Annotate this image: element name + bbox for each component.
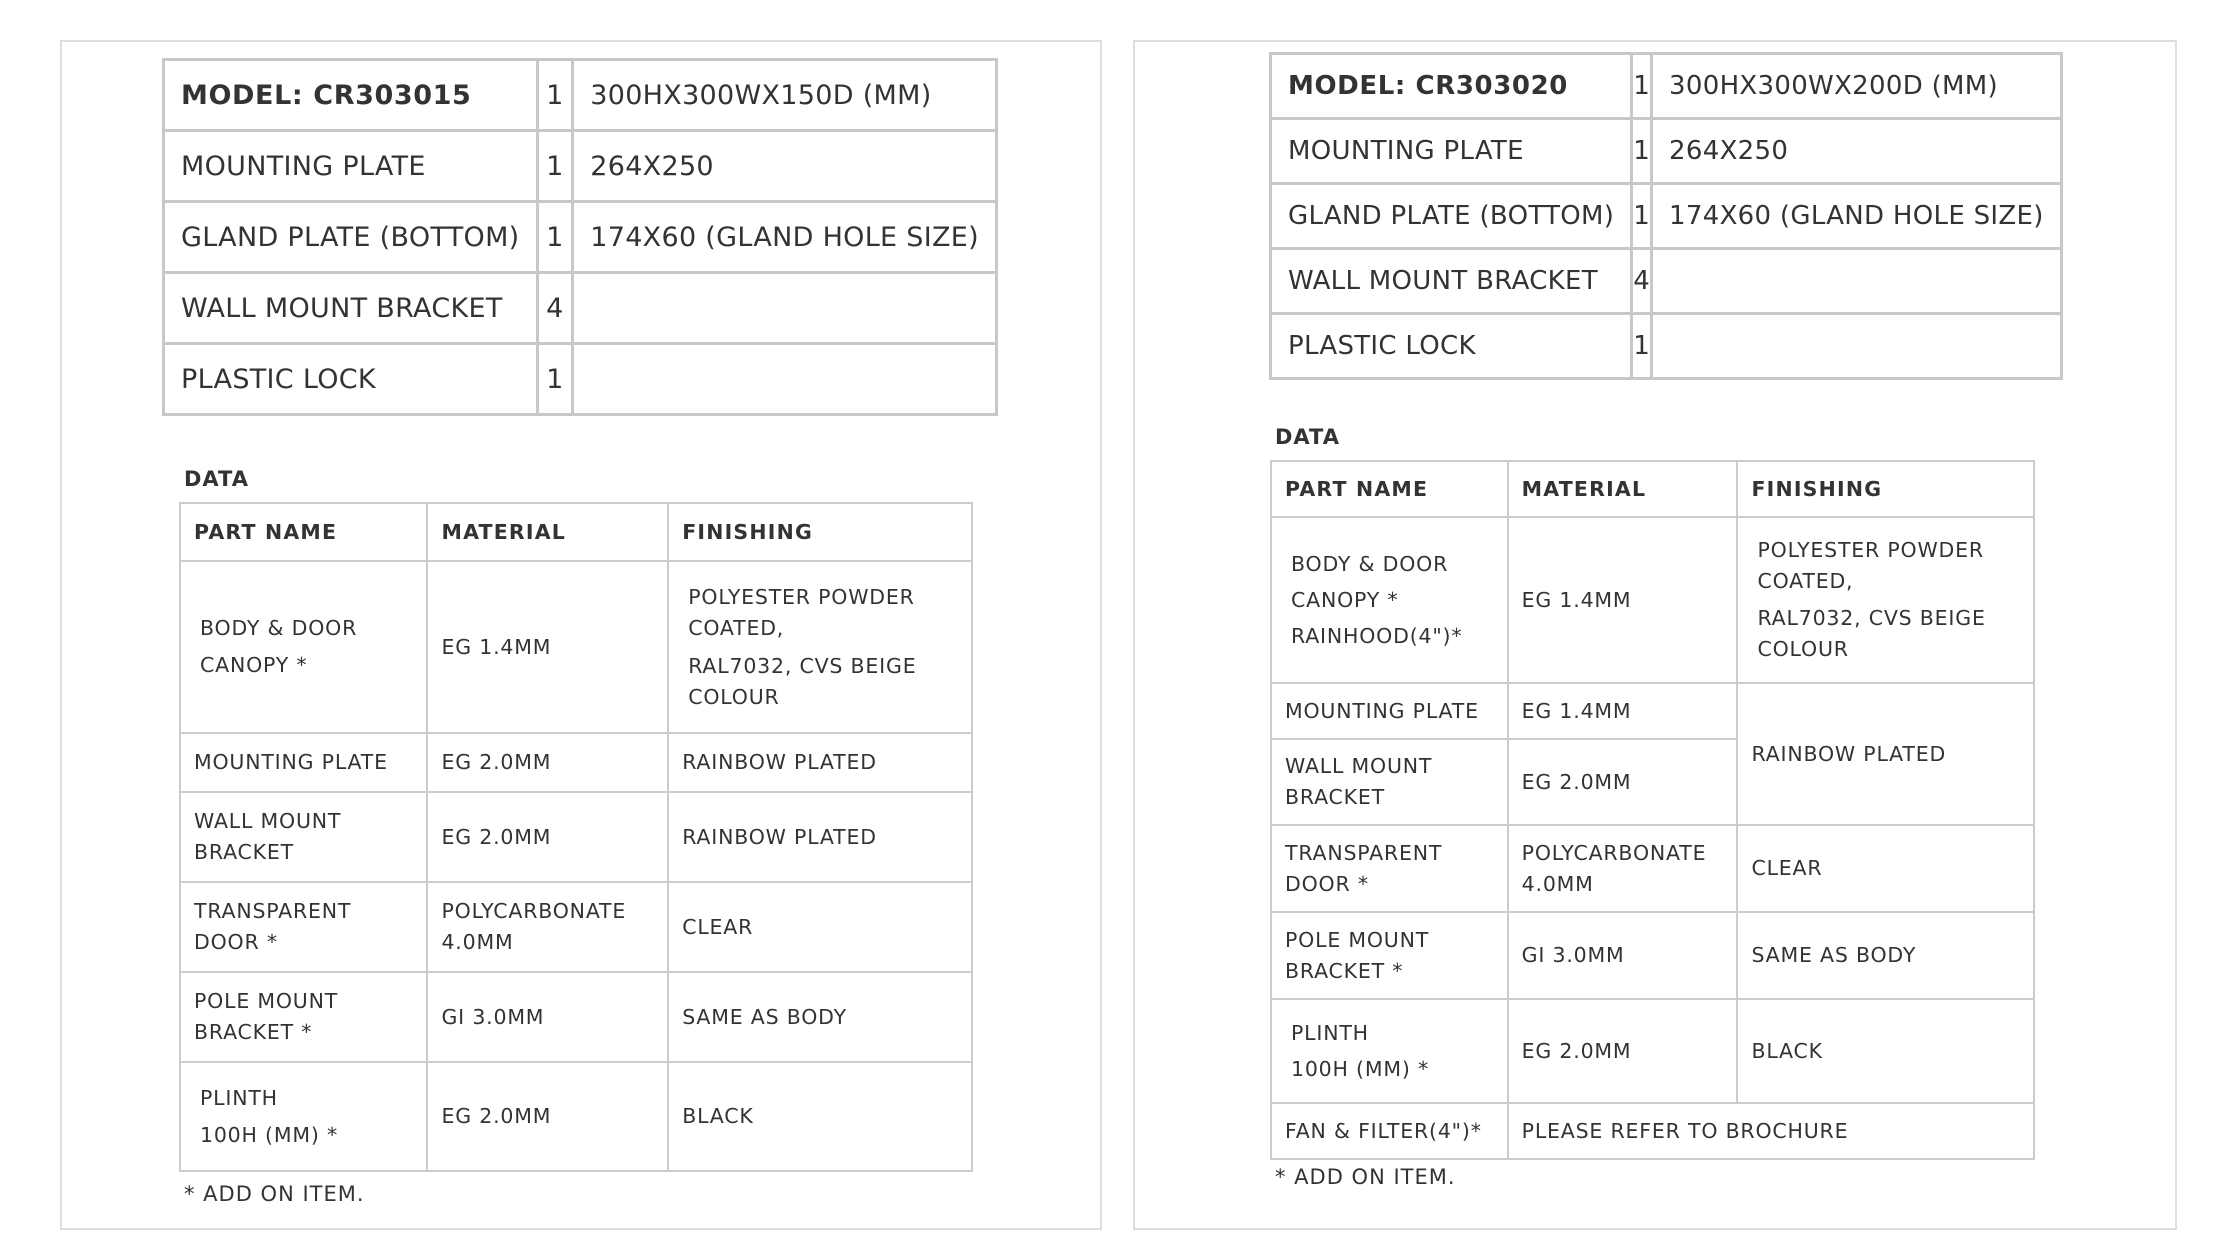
material-cell — [1508, 683, 1738, 739]
cell-line: DOOR * — [194, 930, 278, 954]
cell-line: 100H (MM) * — [200, 1122, 338, 1147]
item-cell: PLASTIC LOCK — [164, 344, 538, 415]
table-row — [180, 1062, 972, 1171]
data-heading: DATA — [184, 467, 250, 491]
cell-line: WALL MOUNT — [194, 809, 342, 833]
cell-line: EG 1.4MM — [1521, 587, 1632, 612]
table-row — [180, 561, 972, 733]
dimension-cell: 174X60 (GLAND HOLE SIZE) — [1652, 184, 2062, 249]
cell-line: MOUNTING PLATE — [194, 750, 388, 774]
part-name-cell — [1271, 912, 1508, 999]
part-name-cell — [180, 1062, 427, 1171]
spec-panel-left — [60, 40, 1102, 1230]
cell-line: POLYESTER POWDER — [1757, 538, 1984, 562]
dimension-cell — [1652, 314, 2062, 379]
part-name-cell — [180, 972, 427, 1062]
header-finishing: FINISHING — [1737, 461, 2034, 517]
table-row — [1271, 912, 2034, 999]
part-name-cell — [1271, 683, 1508, 739]
cell-line: COLOUR — [1757, 637, 1849, 661]
item-cell: PLASTIC LOCK — [1271, 314, 1632, 379]
finishing-cell — [668, 882, 972, 972]
material-cell — [1508, 912, 1738, 999]
cell-line: CLEAR — [682, 914, 754, 939]
table-row — [180, 972, 972, 1062]
cell-line: RAINBOW PLATED — [1751, 741, 1947, 766]
material-cell — [427, 1062, 668, 1171]
cell-line: GI 3.0MM — [1521, 943, 1625, 967]
cell-line: CLEAR — [1751, 856, 1823, 880]
cell-line: BODY & DOOR — [1291, 552, 1449, 576]
material-cell — [1508, 739, 1738, 825]
material-cell — [427, 972, 668, 1062]
cell-line: SAME AS BODY — [1751, 943, 1917, 967]
cell-line: RAL7032, CVS BEIGE — [688, 653, 917, 678]
header-material: MATERIAL — [1508, 461, 1738, 517]
cell-line: 4.0MM — [1521, 871, 1594, 896]
cell-line: 4.0MM — [441, 930, 514, 954]
part-name-cell — [180, 792, 427, 882]
cell-line: BLACK — [682, 1104, 754, 1128]
material-cell — [427, 733, 668, 792]
finishing-cell — [1737, 999, 2034, 1103]
table-row — [1271, 999, 2034, 1103]
finishing-cell — [668, 733, 972, 792]
table-row — [1271, 119, 2062, 184]
finishing-cell — [1737, 683, 2034, 825]
item-cell: GLAND PLATE (BOTTOM) — [164, 202, 538, 273]
header-finishing: FINISHING — [668, 503, 972, 561]
header-part-name: PART NAME — [1271, 461, 1508, 517]
finishing-cell — [668, 1062, 972, 1171]
model-table-right — [1269, 52, 2063, 380]
qty-cell: 1 — [537, 202, 573, 273]
cell-line: GI 3.0MM — [441, 1004, 545, 1029]
finishing-cell — [668, 972, 972, 1062]
table-row — [164, 60, 997, 131]
add-on-note: * ADD ON ITEM. — [184, 1182, 365, 1206]
material-cell — [427, 561, 668, 733]
qty-cell: 1 — [537, 131, 573, 202]
header-material: MATERIAL — [427, 503, 668, 561]
cell-line: POLYESTER POWDER — [688, 584, 915, 609]
finishing-cell — [1737, 517, 2034, 683]
qty-cell: 4 — [1632, 249, 1652, 314]
cell-line: EG 2.0MM — [1521, 1038, 1632, 1063]
dimension-cell — [573, 344, 997, 415]
cell-line: TRANSPARENT — [194, 899, 352, 923]
data-heading: DATA — [1275, 425, 1341, 449]
table-row — [180, 882, 972, 972]
cell-line: RAL7032, CVS BEIGE — [1757, 606, 1986, 630]
cell-line: COATED, — [688, 615, 785, 640]
cell-line: EG 2.0MM — [441, 750, 552, 774]
table-row — [164, 273, 997, 344]
dimension-cell: 300HX300WX200D (MM) — [1652, 54, 2062, 119]
part-name-cell — [1271, 517, 1508, 683]
cell-line: RAINHOOD(4")* — [1291, 624, 1463, 648]
qty-cell: 1 — [1632, 314, 1652, 379]
material-cell — [1508, 825, 1738, 912]
cell-line: BLACK — [1751, 1038, 1823, 1063]
table-row — [1271, 825, 2034, 912]
dimension-cell: 174X60 (GLAND HOLE SIZE) — [573, 202, 997, 273]
cell-line: SAME AS BODY — [682, 1004, 847, 1029]
table-row — [164, 131, 997, 202]
table-row — [180, 733, 972, 792]
finishing-cell — [668, 792, 972, 882]
header-part-name: PART NAME — [180, 503, 427, 561]
item-cell: MOUNTING PLATE — [1271, 119, 1632, 184]
cell-line: RAINBOW PLATED — [682, 750, 877, 774]
qty-cell: 4 — [537, 273, 573, 344]
material-cell — [1508, 1103, 2034, 1159]
cell-line: EG 2.0MM — [441, 824, 552, 849]
data-table-right — [1270, 460, 2035, 1160]
cell-line: EG 1.4MM — [1521, 698, 1632, 723]
model-name: MODEL: CR303015 — [164, 60, 538, 131]
cell-line: 100H (MM) * — [1291, 1057, 1429, 1081]
qty-cell: 1 — [1632, 54, 1652, 119]
cell-line: MOUNTING PLATE — [1285, 698, 1479, 723]
part-name-cell — [180, 561, 427, 733]
cell-line: EG 2.0MM — [441, 1104, 552, 1128]
part-name-cell — [1271, 825, 1508, 912]
cell-line: PLINTH — [200, 1085, 278, 1110]
cell-line: DOOR * — [1285, 871, 1369, 896]
cell-line: RAINBOW PLATED — [682, 824, 877, 849]
item-cell: WALL MOUNT BRACKET — [164, 273, 538, 344]
add-on-note: * ADD ON ITEM. — [1275, 1165, 1456, 1189]
qty-cell: 1 — [1632, 184, 1652, 249]
cell-line: POLYCARBONATE — [1521, 840, 1707, 865]
cell-line: BRACKET — [194, 840, 294, 864]
cell-line: POLE MOUNT — [194, 989, 339, 1013]
model-name: MODEL: CR303020 — [1271, 54, 1632, 119]
table-row — [1271, 517, 2034, 683]
material-cell — [1508, 517, 1738, 683]
cell-line: WALL MOUNT — [1285, 754, 1433, 778]
cell-line: CANOPY * — [1291, 588, 1399, 612]
cell-line: TRANSPARENT — [1285, 840, 1443, 865]
table-header-row — [1271, 461, 2034, 517]
part-name-cell — [1271, 739, 1508, 825]
item-cell: MOUNTING PLATE — [164, 131, 538, 202]
table-row — [1271, 184, 2062, 249]
cell-line: CANOPY * — [200, 653, 308, 677]
cell-line: EG 1.4MM — [441, 634, 552, 659]
qty-cell: 1 — [537, 60, 573, 131]
table-row — [1271, 683, 2034, 739]
table-row — [1271, 314, 2062, 379]
cell-line: BRACKET * — [1285, 958, 1404, 983]
dimension-cell — [1652, 249, 2062, 314]
qty-cell: 1 — [1632, 119, 1652, 184]
table-row — [1271, 54, 2062, 119]
spec-panel-right — [1133, 40, 2177, 1230]
part-name-cell — [180, 882, 427, 972]
cell-line: POLYCARBONATE — [441, 899, 627, 923]
item-cell: GLAND PLATE (BOTTOM) — [1271, 184, 1632, 249]
table-row — [1271, 249, 2062, 314]
dimension-cell: 264X250 — [573, 131, 997, 202]
cell-line: EG 2.0MM — [1521, 769, 1632, 794]
cell-line: BRACKET * — [194, 1020, 313, 1044]
dimension-cell — [573, 273, 997, 344]
table-row — [180, 792, 972, 882]
table-row — [164, 344, 997, 415]
material-cell — [427, 792, 668, 882]
part-name-cell — [1271, 999, 1508, 1103]
cell-line: FAN & FILTER(4")* — [1285, 1118, 1482, 1143]
cell-line: POLE MOUNT — [1285, 927, 1430, 952]
dimension-cell: 264X250 — [1652, 119, 2062, 184]
qty-cell: 1 — [537, 344, 573, 415]
cell-line: COLOUR — [688, 684, 780, 709]
table-row — [1271, 1103, 2034, 1159]
part-name-cell — [180, 733, 427, 792]
table-header-row — [180, 503, 972, 561]
material-cell — [1508, 999, 1738, 1103]
material-cell — [427, 882, 668, 972]
finishing-cell — [1737, 912, 2034, 999]
dimension-cell: 300HX300WX150D (MM) — [573, 60, 997, 131]
cell-line: BODY & DOOR — [200, 616, 358, 640]
part-name-cell — [1271, 1103, 1508, 1159]
item-cell: WALL MOUNT BRACKET — [1271, 249, 1632, 314]
finishing-cell — [1737, 825, 2034, 912]
cell-line: PLINTH — [1291, 1021, 1369, 1045]
model-table-left — [162, 58, 998, 416]
finishing-cell — [668, 561, 972, 733]
cell-line: BRACKET — [1285, 785, 1385, 809]
cell-line: PLEASE REFER TO BROCHURE — [1521, 1118, 1849, 1143]
data-table-left — [179, 502, 973, 1172]
table-row — [164, 202, 997, 273]
cell-line: COATED, — [1757, 569, 1854, 593]
